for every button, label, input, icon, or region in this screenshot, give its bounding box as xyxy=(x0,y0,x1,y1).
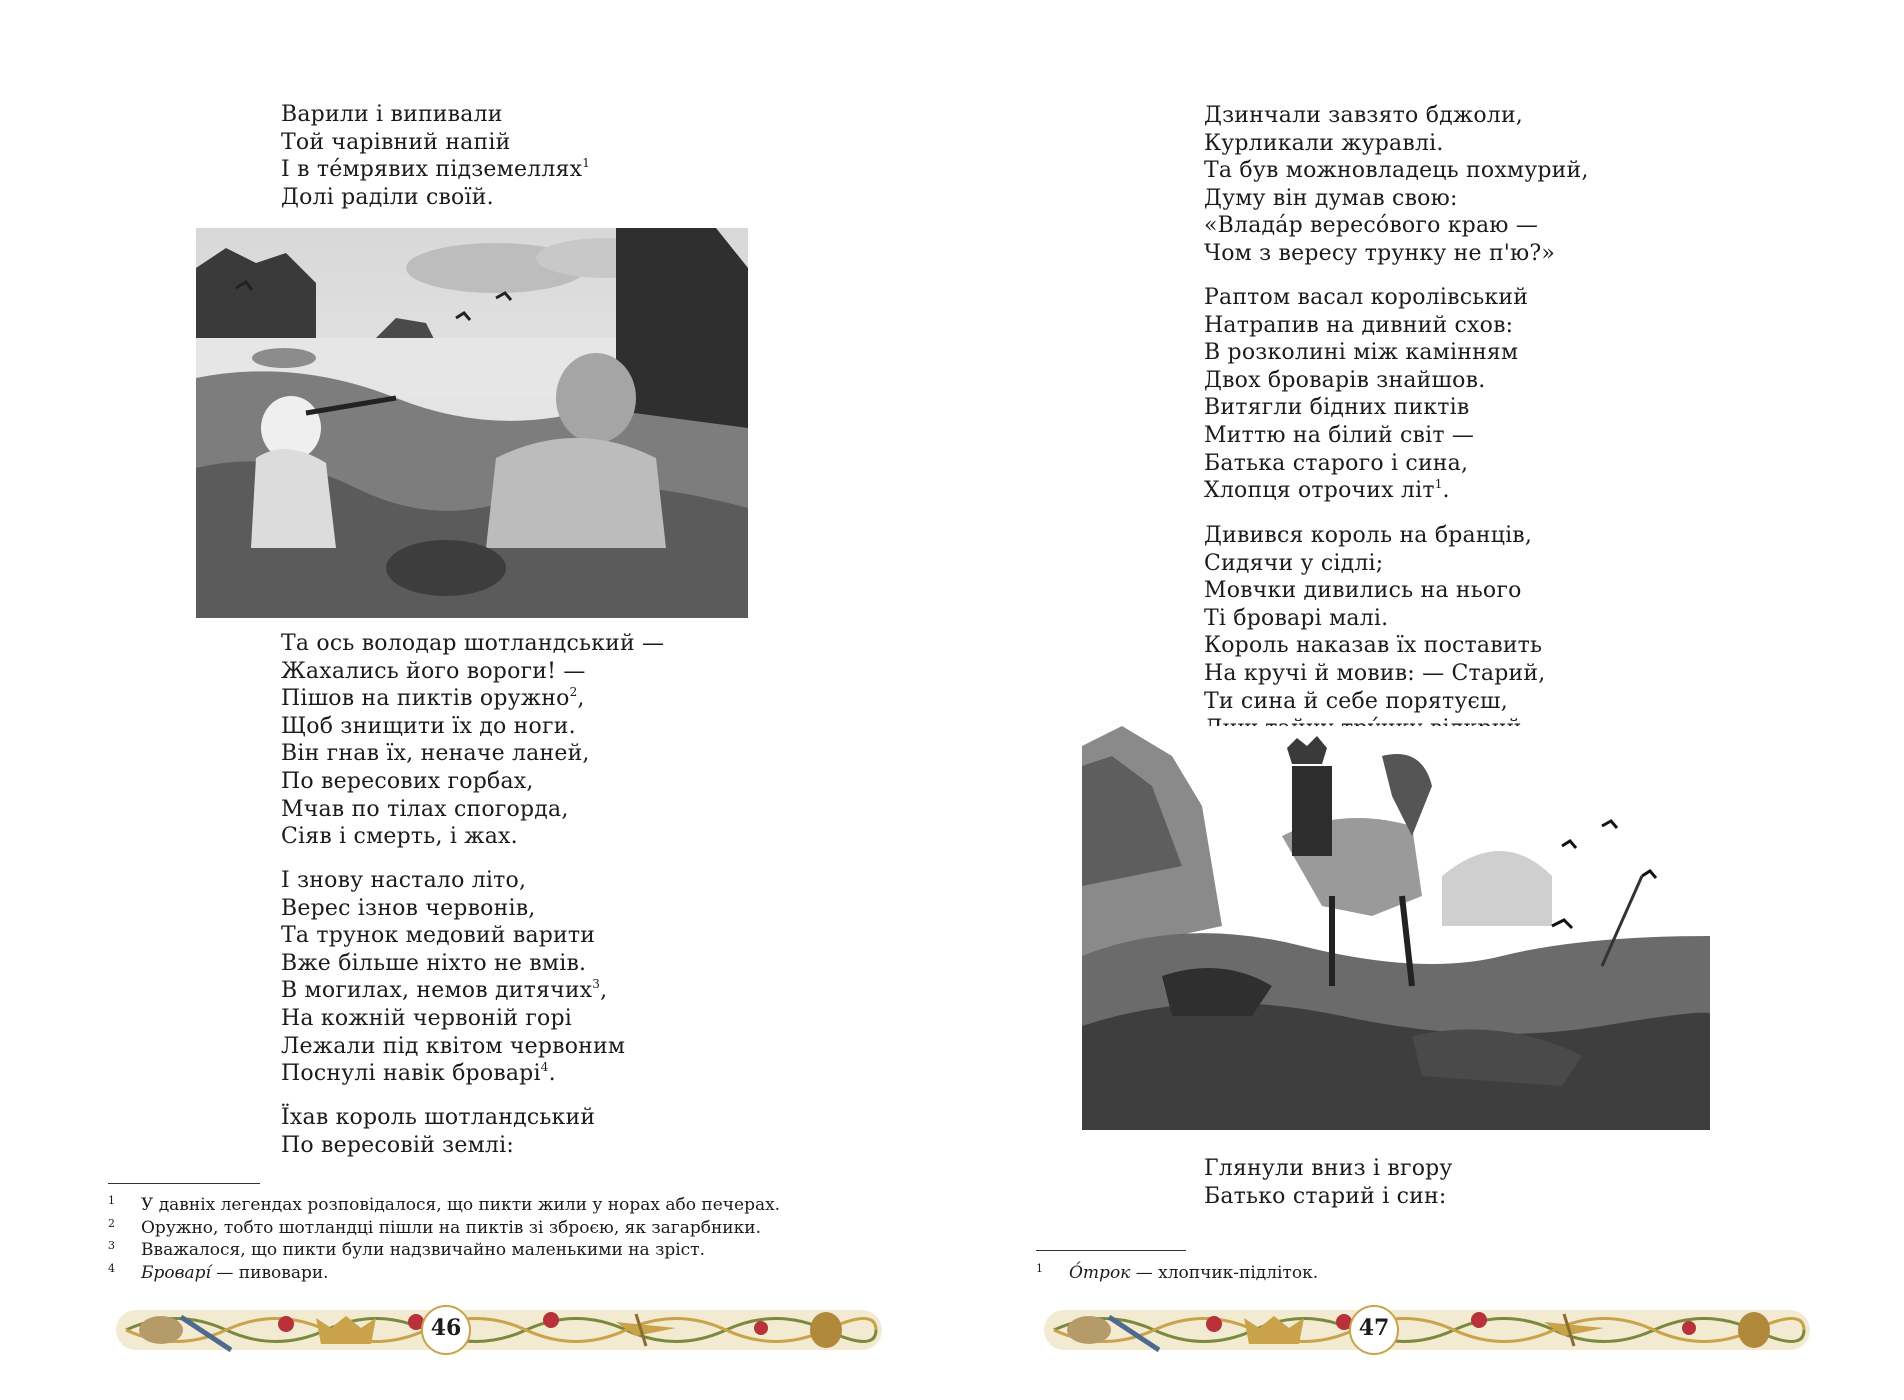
verse-text: Хлопця отрочих літ xyxy=(1204,478,1435,504)
verse-line: В розколині між камінням xyxy=(1204,340,1519,366)
verse-line xyxy=(281,1060,625,1088)
verse-line: Лежали під квітом червоним xyxy=(281,1033,626,1059)
verse-line: Долі раділи своїй. xyxy=(281,184,494,210)
footnote-term: Броварі́ xyxy=(141,1262,211,1283)
verse-line: Варили і випивали xyxy=(281,102,503,127)
vine-ornament-icon xyxy=(116,1302,882,1358)
verse-line: Дивився король на бранців, xyxy=(1204,523,1533,548)
verse-line: На кручі й мовив: — Старий, xyxy=(1204,660,1546,686)
footnote-number: 1 xyxy=(108,1194,115,1207)
verse-line xyxy=(281,977,625,1005)
verse-line: Батько старий і син: xyxy=(1204,1183,1447,1209)
verse-line: Натрапив на дивний схов: xyxy=(1204,312,1514,338)
footnote xyxy=(108,1239,780,1262)
verse-line: Двох броварів знайшов. xyxy=(1204,367,1486,393)
stanza xyxy=(1204,102,1589,268)
verse-punct: . xyxy=(548,1061,556,1087)
footnote-text: Вважалося, що пикти були надзвичайно маленькими на зріст. xyxy=(141,1240,705,1260)
footnote-ref[interactable]: 3 xyxy=(592,977,601,992)
stanza xyxy=(281,1104,595,1159)
verse-line: Глянули вниз і вгору xyxy=(1204,1156,1453,1181)
footnote-number: 1 xyxy=(1036,1262,1043,1275)
stanza xyxy=(1204,522,1545,743)
verse-line: Той чарівний напій xyxy=(281,129,511,155)
verse-line: Вже більше ніхто не вмів. xyxy=(281,950,587,976)
verse-line: По вересових горбах, xyxy=(281,768,534,794)
stanza xyxy=(1204,1155,1453,1210)
verse-line: По вересовій землі: xyxy=(281,1132,514,1158)
stanza xyxy=(281,630,664,851)
footnote xyxy=(1036,1262,1318,1285)
footnote-text: У давніх легендах розповідалося, що пикти жили у норах або печерах. xyxy=(141,1195,781,1215)
verse-text: Поснулі навік бровар xyxy=(281,1061,534,1087)
verse-line: Чом з вересу трунку не п'ю?» xyxy=(1204,240,1556,266)
footnote-ref[interactable]: 1 xyxy=(1434,477,1443,492)
verse-line: Ті броварі малі. xyxy=(1204,605,1389,631)
verse-line: Сидячи у сідлі; xyxy=(1204,550,1384,576)
stanza xyxy=(281,101,590,211)
verse-line: Курликали журавлі. xyxy=(1204,130,1444,156)
verse-line xyxy=(281,156,590,184)
footnote xyxy=(108,1262,780,1285)
verse-text: І в те́мрявих підземеллях xyxy=(281,157,583,183)
verse-text: Пішов на пиктів оружно xyxy=(281,686,570,712)
footnotes xyxy=(108,1194,780,1284)
footnote-rule xyxy=(108,1183,260,1184)
footnote-ref[interactable]: 4 xyxy=(540,1060,549,1075)
verse-line: Раптом васал королівський xyxy=(1204,285,1529,310)
verse-line: Витягли бідних пиктів xyxy=(1204,395,1470,421)
verse-line xyxy=(1204,477,1528,505)
verse-line: Батька старого і сина, xyxy=(1204,450,1469,476)
footnote-text: — пивовари. xyxy=(210,1262,329,1283)
stanza xyxy=(1204,284,1528,505)
footnote-number: 3 xyxy=(108,1239,115,1252)
verse-line: Та ось володар шотландський — xyxy=(281,631,665,656)
footnote-number: 4 xyxy=(108,1261,115,1275)
verse-line xyxy=(281,685,664,713)
verse-punct: , xyxy=(577,686,585,712)
verse-line: Він гнав їх, неначе ланей, xyxy=(281,741,590,767)
verse-punct: , xyxy=(600,978,608,1004)
verse-line: І знову настало літо, xyxy=(281,868,527,893)
illustration-image xyxy=(1082,726,1710,1130)
ornament-border xyxy=(1044,1302,1810,1358)
verse-text: В могилах, немов дитячих xyxy=(281,978,593,1004)
illustration-image xyxy=(196,228,748,618)
verse-line: Ти сина й себе порятуєш, xyxy=(1204,688,1508,714)
verse-line: Сіяв і смерть, і жах. xyxy=(281,824,518,850)
page-number: 47 xyxy=(1358,1315,1390,1341)
verse-line: Король наказав їх поставить xyxy=(1204,633,1543,659)
footnote-ref[interactable]: 2 xyxy=(569,685,578,700)
verse-line: Та був можновладець похмурий, xyxy=(1204,158,1589,184)
verse-line: Та трунок медовий варити xyxy=(281,923,596,949)
footnote xyxy=(108,1194,780,1217)
verse-line: На кожній червоній горі xyxy=(281,1005,573,1031)
verse-line: Миттю на білий світ — xyxy=(1204,422,1475,448)
verse-line: Мчав по тілах спогорда, xyxy=(281,796,569,822)
verse-line: Їхав король шотландський xyxy=(281,1105,596,1130)
ornament-border xyxy=(116,1302,882,1358)
page-number: 46 xyxy=(430,1315,462,1341)
stanza xyxy=(281,867,625,1088)
verse-line: Жахались його вороги! — xyxy=(281,658,586,684)
verse-line: Щоб знищити їх до ноги. xyxy=(281,713,576,739)
illustration-king-on-horse xyxy=(1082,726,1710,1130)
footnote-ref[interactable]: 1 xyxy=(582,156,591,171)
verse-line: Верес ізнов червонів, xyxy=(281,895,536,921)
footnote-text: Оружно, тобто шотландці пішли на пиктів зі зброєю, як загарбники. xyxy=(141,1217,761,1238)
verse-line: «Влада́р вересо́вого краю — xyxy=(1204,213,1539,239)
footnote-text: — хлопчик-підліток. xyxy=(1130,1263,1319,1283)
right-page xyxy=(952,0,1904,1400)
footnote-rule xyxy=(1036,1250,1186,1251)
footnote-number: 2 xyxy=(108,1216,115,1230)
verse-line: Мовчки дивились на нього xyxy=(1204,578,1522,604)
verse-punct: . xyxy=(1442,478,1450,504)
illustration-pipe-player xyxy=(196,228,748,618)
verse-text: і xyxy=(533,1061,541,1087)
vine-ornament-icon xyxy=(1044,1302,1810,1358)
footnote xyxy=(108,1217,780,1240)
footnotes xyxy=(1036,1262,1318,1285)
footnote-term: О́трок xyxy=(1069,1263,1131,1283)
verse-line: Дзинчали завзято бджоли, xyxy=(1204,103,1523,128)
verse-line: Думу він думав свою: xyxy=(1204,185,1458,211)
